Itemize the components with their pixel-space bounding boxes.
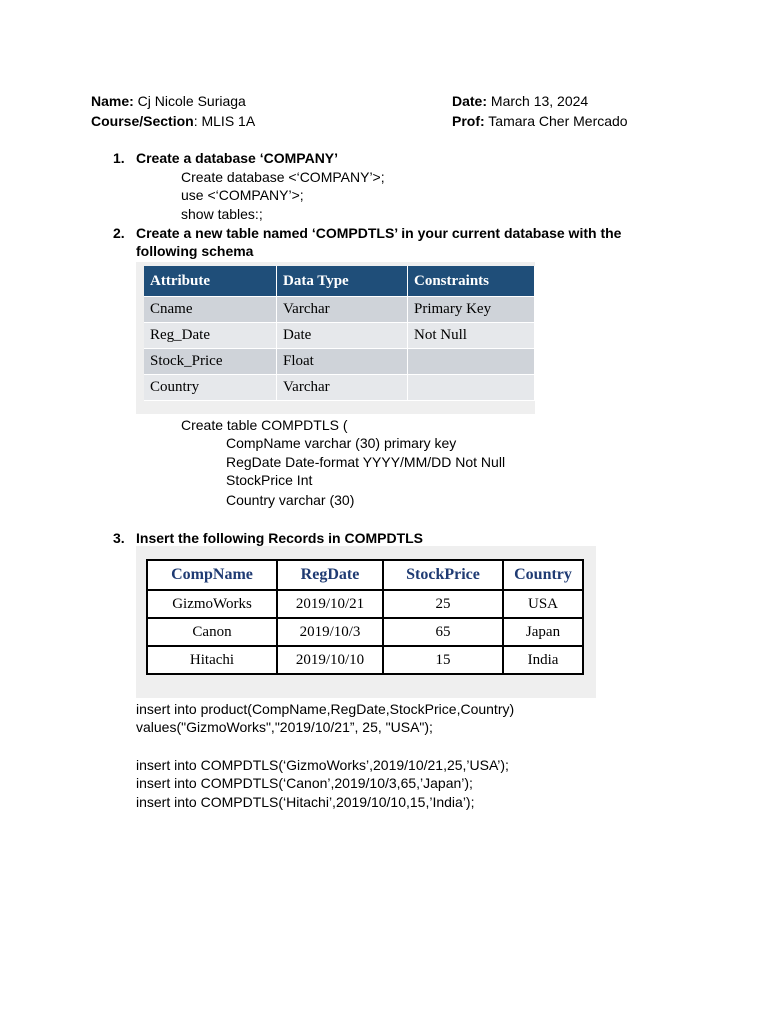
- table-cell: Float: [277, 349, 408, 375]
- course-value: : MLIS 1A: [193, 113, 256, 129]
- records-header-cell: RegDate: [277, 560, 383, 590]
- code-line: RegDate Date-format YYYY/MM/DD Not Null: [226, 454, 506, 470]
- table-cell: Varchar: [277, 297, 408, 323]
- item-2-number: 2.: [113, 225, 125, 241]
- code-line: insert into COMPDTLS(‘GizmoWorks’,2019/10/21,25,’USA’);: [136, 757, 509, 773]
- schema-header-cell: Constraints: [408, 266, 535, 297]
- item-2-title: Create a new table named ‘COMPDTLS’ in your current database with the: [136, 225, 622, 241]
- code-line: insert into product(CompName,RegDate,StockPrice,Country): [136, 701, 515, 717]
- table-row: [144, 323, 535, 349]
- table-row: [144, 349, 535, 375]
- table-cell: 2019/10/10: [277, 646, 383, 674]
- table-cell: Stock_Price: [144, 349, 277, 375]
- item-2-title-cont: following schema: [136, 243, 254, 259]
- table-row: [144, 297, 535, 323]
- course-section: [91, 112, 255, 130]
- table-cell: [408, 349, 535, 375]
- table-cell: Reg_Date: [144, 323, 277, 349]
- name-label: Name:: [91, 93, 134, 109]
- code-line: insert into COMPDTLS(‘Canon’,2019/10/3,65,’Japan’);: [136, 775, 473, 791]
- name-value: Cj Nicole Suriaga: [133, 93, 246, 109]
- table-cell: GizmoWorks: [147, 590, 277, 618]
- prof-value: Tamara Cher Mercado: [484, 113, 628, 129]
- table-cell: Japan: [503, 618, 583, 646]
- code-line: insert into COMPDTLS(‘Hitachi’,2019/10/10,15,’India’);: [136, 794, 475, 810]
- code-line: show tables:;: [181, 206, 263, 222]
- code-line: CompName varchar (30) primary key: [226, 435, 457, 451]
- records-table: [146, 559, 584, 675]
- schema-header-cell: Data Type: [277, 266, 408, 297]
- table-cell: 2019/10/21: [277, 590, 383, 618]
- table-cell: 2019/10/3: [277, 618, 383, 646]
- item-3-title: Insert the following Records in COMPDTLS: [136, 530, 424, 546]
- table-cell: 65: [383, 618, 503, 646]
- table-row: [147, 618, 583, 646]
- table-cell: 15: [383, 646, 503, 674]
- table-cell: 25: [383, 590, 503, 618]
- table-cell: Canon: [147, 618, 277, 646]
- student-name: [91, 92, 246, 110]
- code-line: StockPrice Int: [226, 472, 313, 488]
- records-header-cell: CompName: [147, 560, 277, 590]
- table-cell: Primary Key: [408, 297, 535, 323]
- code-line: Create database <‘COMPANY’>;: [181, 169, 385, 185]
- item-1-number: 1.: [113, 150, 125, 166]
- table-cell: Not Null: [408, 323, 535, 349]
- item-1-title: Create a database ‘COMPANY’: [136, 150, 339, 166]
- item-3-number: 3.: [113, 530, 125, 546]
- table-cell: Hitachi: [147, 646, 277, 674]
- table-cell: Cname: [144, 297, 277, 323]
- schema-table-image: [136, 262, 535, 414]
- code-line: use <‘COMPANY’>;: [181, 187, 304, 203]
- course-label: Course/Section: [91, 113, 194, 129]
- date-value: March 13, 2024: [487, 93, 589, 109]
- schema-table: [144, 266, 535, 401]
- table-row: [147, 646, 583, 674]
- prof-label: Prof:: [452, 113, 485, 129]
- records-header-cell: Country: [503, 560, 583, 590]
- schema-header-cell: Attribute: [144, 266, 277, 297]
- table-row: [144, 375, 535, 401]
- records-table-image: [136, 546, 596, 698]
- table-cell: [408, 375, 535, 401]
- records-header-cell: StockPrice: [383, 560, 503, 590]
- code-line: Country varchar (30): [226, 492, 355, 508]
- date-label: Date:: [452, 93, 488, 109]
- table-cell: India: [503, 646, 583, 674]
- table-cell: Country: [144, 375, 277, 401]
- table-cell: Varchar: [277, 375, 408, 401]
- table-cell: USA: [503, 590, 583, 618]
- code-line: values("GizmoWorks","2019/10/21”, 25, "USA");: [136, 719, 433, 735]
- professor: [452, 112, 628, 130]
- table-row: [147, 590, 583, 618]
- document-date: [452, 92, 588, 110]
- code-line: Create table COMPDTLS (: [181, 417, 348, 433]
- table-cell: Date: [277, 323, 408, 349]
